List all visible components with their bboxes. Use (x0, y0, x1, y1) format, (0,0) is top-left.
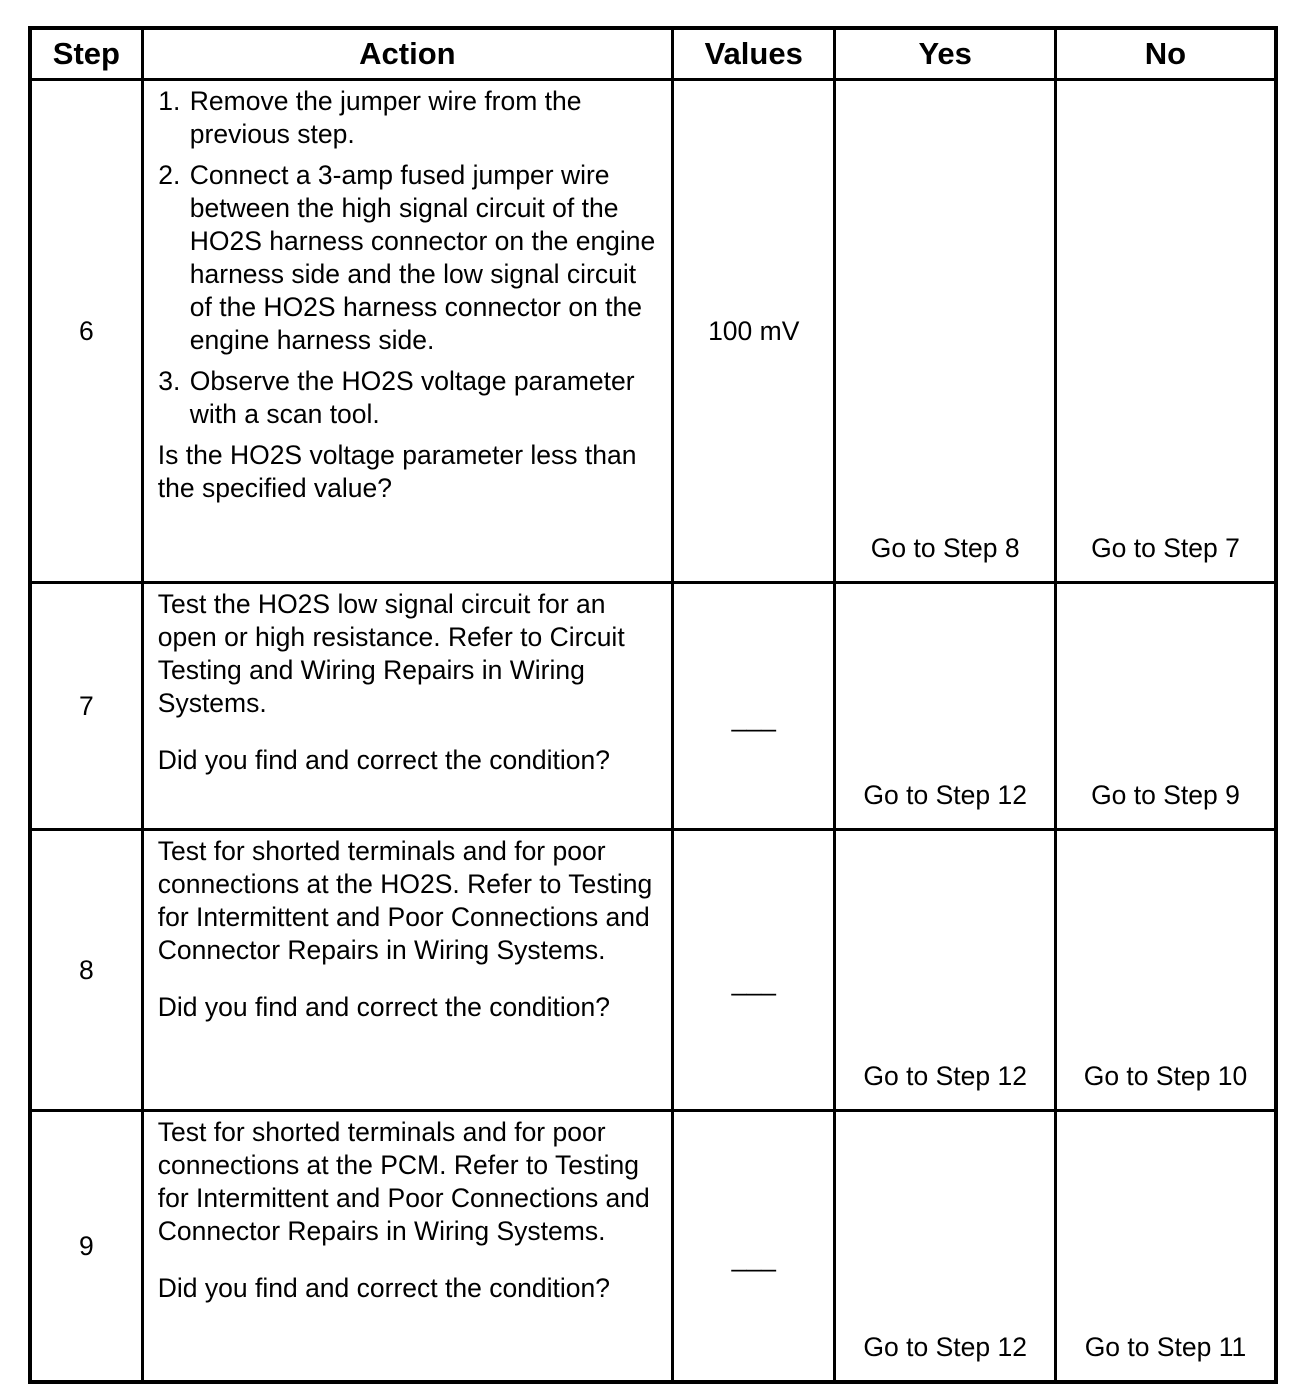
step-number: 8 (30, 830, 142, 1111)
action-question: Did you find and correct the condition? (157, 745, 611, 775)
action-question: Did you find and correct the condition? (157, 1273, 611, 1303)
action-steps-list (158, 85, 661, 431)
table-row (30, 830, 1276, 1111)
value-cell: 100 mV (673, 80, 835, 583)
table-row (30, 583, 1276, 830)
value-cell: ___ (673, 1111, 835, 1383)
yes-result: Go to Step 12 (835, 1111, 1056, 1383)
diagnostic-table (28, 26, 1278, 1384)
no-result: Go to Step 10 (1055, 830, 1276, 1111)
table-row (30, 80, 1276, 583)
action-instruction: Test the HO2S low signal circuit for an open or high resistance. Refer to Circuit Testing and Wiring Repairs in Wiring Systems. (157, 589, 625, 718)
step-number: 7 (30, 583, 142, 830)
header-step: Step (30, 28, 142, 80)
step-number: 6 (30, 80, 142, 583)
no-result: Go to Step 7 (1055, 80, 1276, 583)
no-result: Go to Step 11 (1055, 1111, 1276, 1383)
action-step-item: 2. Connect a 3-amp fused jumper wire between the high signal circuit of the HO2S harness connector on the engine harness side and the low signal circuit of the HO2S harness connector on the engine harness side. (188, 159, 661, 357)
header-no: No (1055, 28, 1276, 80)
header-values: Values (673, 28, 835, 80)
action-cell (142, 583, 672, 830)
header-row (30, 28, 1276, 80)
action-question: Did you find and correct the condition? (157, 992, 611, 1022)
header-yes: Yes (835, 28, 1056, 80)
action-instruction: Test for shorted terminals and for poor connections at the HO2S. Refer to Testing for Intermittent and Poor Connections and Connector Repairs in Wiring Systems. (157, 836, 653, 965)
action-cell (142, 830, 672, 1111)
action-step-item: 1. Remove the jumper wire from the previous step. (188, 85, 661, 151)
action-question: Is the HO2S voltage parameter less than the specified value? (157, 440, 637, 503)
yes-result: Go to Step 12 (835, 583, 1056, 830)
table-row (30, 1111, 1276, 1383)
yes-result: Go to Step 8 (835, 80, 1056, 583)
value-cell: ___ (673, 583, 835, 830)
action-cell (142, 80, 672, 583)
action-cell (142, 1111, 672, 1383)
step-number: 9 (30, 1111, 142, 1383)
header-action: Action (142, 28, 672, 80)
action-step-item: 3. Observe the HO2S voltage parameter with a scan tool. (188, 365, 661, 431)
action-instruction: Test for shorted terminals and for poor connections at the PCM. Refer to Testing for Intermittent and Poor Connections and Connector Repairs in Wiring Systems. (157, 1117, 650, 1246)
no-result: Go to Step 9 (1055, 583, 1276, 830)
value-cell: ___ (673, 830, 835, 1111)
yes-result: Go to Step 12 (835, 830, 1056, 1111)
